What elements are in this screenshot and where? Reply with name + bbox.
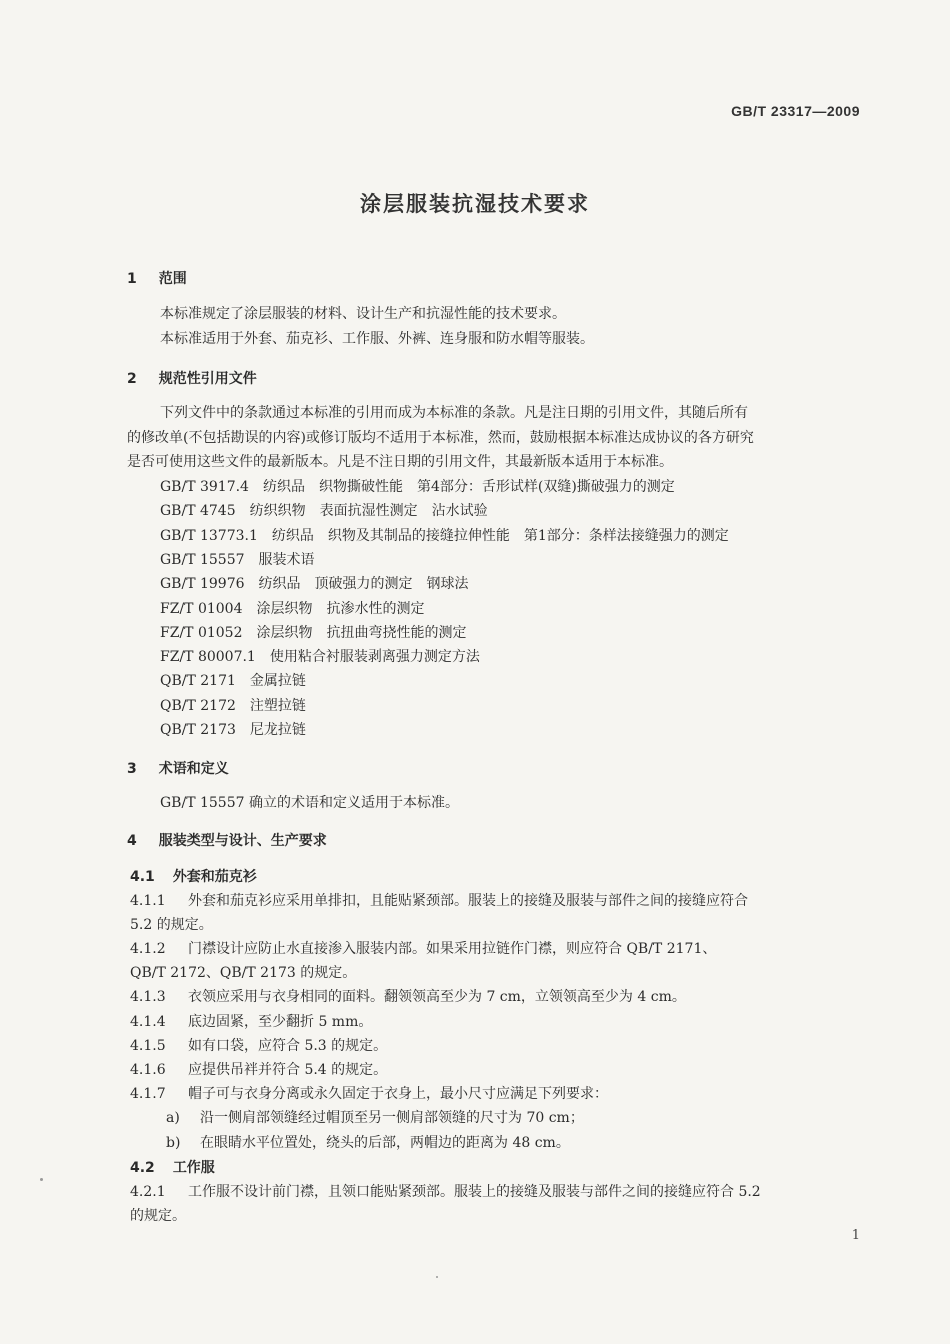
section-number: 1 xyxy=(127,271,137,287)
reference-title: 纺织品 织物撕破性能 第4部分：舌形试样(双缝)撕破强力的测定 xyxy=(262,479,675,495)
list-item-b xyxy=(166,1134,570,1152)
scan-speck xyxy=(40,1178,43,1181)
reference-title: 金属拉链 xyxy=(249,673,306,689)
section-4-heading xyxy=(127,832,327,850)
standard-code: GB/T 23317—2009 xyxy=(731,103,860,119)
reference-code: GB/T 15557 xyxy=(160,552,245,568)
paragraph: 的修改单(不包括勘误的内容)或修订版均不适用于本标准，然而，鼓励根据本标准达成协议的各方研究 xyxy=(127,430,754,446)
clause-4-1-2 xyxy=(130,940,716,958)
page-title: 涂层服装抗湿技术要求 xyxy=(360,191,590,216)
section-3-heading xyxy=(127,760,229,778)
reference-item xyxy=(160,697,306,715)
section-title: 服装类型与设计、生产要求 xyxy=(158,833,327,849)
subsection-title: 工作服 xyxy=(172,1160,215,1176)
subsection-number: 4.2 xyxy=(130,1160,155,1176)
clause-text: 帽子可与衣身分离或永久固定于衣身上，最小尺寸应满足下列要求： xyxy=(188,1086,608,1102)
clause-4-1-1 xyxy=(130,892,748,910)
clause-continuation: 的规定。 xyxy=(130,1208,186,1224)
clause-continuation: QB/T 2172、QB/T 2173 的规定。 xyxy=(130,965,357,981)
reference-item xyxy=(160,551,315,569)
section-title: 范围 xyxy=(158,271,187,287)
reference-item xyxy=(160,624,466,642)
section-1-heading xyxy=(127,270,187,288)
reference-code: QB/T 2172 xyxy=(160,698,236,714)
clause-number: 4.1.4 xyxy=(130,1014,166,1030)
reference-title: 使用粘合衬服装剥离强力测定方法 xyxy=(269,649,480,665)
reference-item xyxy=(160,502,488,520)
reference-item xyxy=(160,672,306,690)
reference-item xyxy=(160,527,729,545)
reference-item xyxy=(160,721,306,739)
section-title: 术语和定义 xyxy=(158,761,229,777)
clause-number: 4.1.7 xyxy=(130,1086,166,1102)
clause-text: 衣领应采用与衣身相同的面料。翻领领高至少为 7 cm，立领领高至少为 4 cm。 xyxy=(188,989,686,1005)
subsection-title: 外套和茄克衫 xyxy=(172,869,257,885)
section-number: 3 xyxy=(127,761,137,777)
section-number: 4 xyxy=(127,833,137,849)
clause-4-1-5 xyxy=(130,1037,387,1055)
reference-title: 涂层织物 抗扭曲弯挠性能的测定 xyxy=(256,625,467,641)
reference-item xyxy=(160,478,675,496)
reference-code: GB/T 3917.4 xyxy=(160,479,249,495)
list-label: a) xyxy=(166,1110,180,1126)
reference-title: 尼龙拉链 xyxy=(249,722,306,738)
section-number: 2 xyxy=(127,371,137,387)
reference-code: GB/T 19976 xyxy=(160,576,245,592)
clause-text: 应提供吊袢并符合 5.4 的规定。 xyxy=(188,1062,388,1078)
clause-number: 4.1.2 xyxy=(130,941,166,957)
clause-number: 4.1.1 xyxy=(130,893,166,909)
clause-number: 4.1.5 xyxy=(130,1038,166,1054)
page-number: 1 xyxy=(851,1228,860,1243)
subsection-number: 4.1 xyxy=(130,869,155,885)
clause-4-1-7 xyxy=(130,1085,608,1103)
reference-item xyxy=(160,600,424,618)
clause-4-1-6 xyxy=(130,1061,387,1079)
list-label: b) xyxy=(166,1135,181,1151)
list-item-a xyxy=(166,1109,584,1127)
paragraph: 本标准规定了涂层服装的材料、设计生产和抗湿性能的技术要求。 xyxy=(160,306,566,322)
subsection-4-1-heading xyxy=(130,868,257,886)
clause-text: 底边固紧，至少翻折 5 mm。 xyxy=(188,1014,373,1030)
clause-4-1-3 xyxy=(130,988,686,1006)
clause-4-2-1 xyxy=(130,1183,761,1201)
clause-number: 4.1.3 xyxy=(130,989,166,1005)
reference-title: 纺织品 织物及其制品的接缝拉伸性能 第1部分：条样法接缝强力的测定 xyxy=(271,528,729,544)
clause-4-1-4 xyxy=(130,1013,372,1031)
reference-code: GB/T 4745 xyxy=(160,503,236,519)
paragraph: 是否可使用这些文件的最新版本。凡是不注日期的引用文件，其最新版本适用于本标准。 xyxy=(127,454,673,470)
reference-item xyxy=(160,575,469,593)
paragraph: GB/T 15557 确立的术语和定义适用于本标准。 xyxy=(160,795,459,811)
reference-title: 服装术语 xyxy=(258,552,315,568)
scan-speck xyxy=(436,1276,438,1278)
clause-text: 如有口袋，应符合 5.3 的规定。 xyxy=(188,1038,388,1054)
section-2-heading xyxy=(127,370,257,388)
reference-title: 纺织织物 表面抗湿性测定 沾水试验 xyxy=(249,503,488,519)
reference-code: FZ/T 80007.1 xyxy=(160,649,256,665)
reference-code: FZ/T 01052 xyxy=(160,625,243,641)
paragraph: 下列文件中的条款通过本标准的引用而成为本标准的条款。凡是注日期的引用文件，其随后所有 xyxy=(160,405,748,421)
paragraph: 本标准适用于外套、茄克衫、工作服、外裤、连身服和防水帽等服装。 xyxy=(160,331,594,347)
subsection-4-2-heading xyxy=(130,1159,215,1177)
reference-item xyxy=(160,648,480,666)
clause-number: 4.2.1 xyxy=(130,1184,166,1200)
reference-title: 注塑拉链 xyxy=(249,698,306,714)
clause-text: 门襟设计应防止水直接渗入服装内部。如果采用拉链作门襟，则应符合 QB/T 2171、 xyxy=(188,941,717,957)
reference-code: GB/T 13773.1 xyxy=(160,528,258,544)
clause-text: 外套和茄克衫应采用单排扣，且能贴紧颈部。服装上的接缝及服装与部件之间的接缝应符合 xyxy=(188,893,748,909)
clause-number: 4.1.6 xyxy=(130,1062,166,1078)
reference-code: QB/T 2173 xyxy=(160,722,236,738)
reference-title: 纺织品 顶破强力的测定 钢球法 xyxy=(258,576,469,592)
clause-text: 工作服不设计前门襟，且领口能贴紧颈部。服装上的接缝及服装与部件之间的接缝应符合 5.2 xyxy=(188,1184,761,1200)
list-text: 沿一侧肩部领缝经过帽顶至另一侧肩部领缝的尺寸为 70 cm； xyxy=(200,1110,584,1126)
reference-code: QB/T 2171 xyxy=(160,673,236,689)
reference-title: 涂层织物 抗渗水性的测定 xyxy=(256,601,425,617)
section-title: 规范性引用文件 xyxy=(158,371,257,387)
reference-code: FZ/T 01004 xyxy=(160,601,243,617)
list-text: 在眼睛水平位置处，绕头的后部，两帽边的距离为 48 cm。 xyxy=(200,1135,570,1151)
clause-continuation: 5.2 的规定。 xyxy=(130,917,213,933)
